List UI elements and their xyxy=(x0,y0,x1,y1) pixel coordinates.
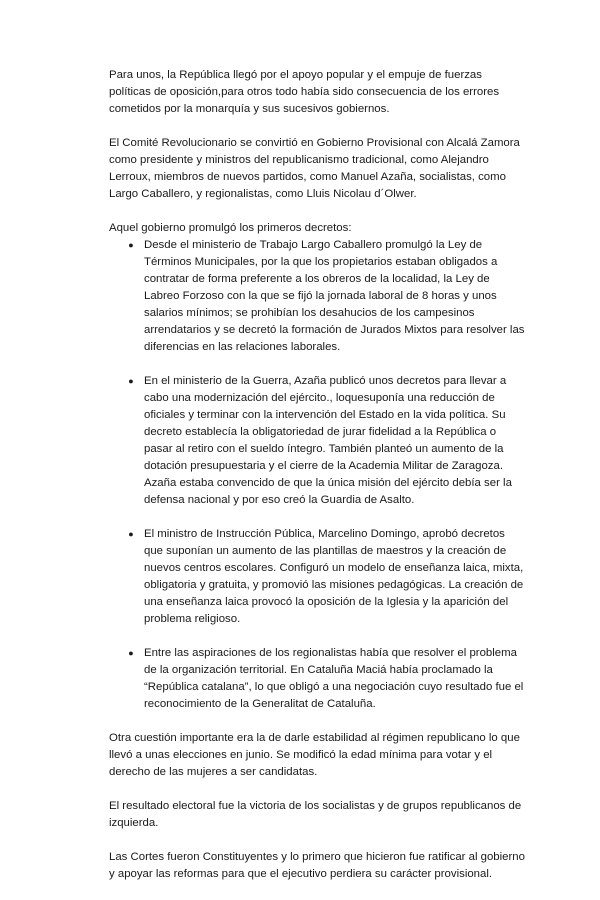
list-item-guerra xyxy=(128,373,525,509)
list-item-instruccion xyxy=(128,526,525,628)
bullet-icon: ● xyxy=(128,648,134,658)
bullet-icon: ● xyxy=(128,376,134,386)
list-item-text: En el ministerio de la Guerra, Azaña publicó unos decretos para llevar a cabo una modernización del ejército., loquesuponía una reducción de oficiales y terminar con la intervención del Estado en la vida política. Su decreto establecía la obligatoriedad de jurar fidelidad a la República o pasar al retiro con el sueldo íntegro. También planteó un aumento de la dotación presupuestaria y el cierre de la Academia Militar de Zaragoza. Azaña estaba convencido de que la única misión del ejército debía ser la defensa nacional y por eso creó la Guardia de Asalto. xyxy=(144,375,512,506)
list-item-regionalistas xyxy=(128,645,525,713)
list-item-text: Entre las aspiraciones de los regionalistas había que resolver el problema de la organización territorial. En Cataluña Maciá había proclamado la “República catalana”, lo que obligó a una negociación cuyo resultado fue el reconocimiento de la Generalitat de Cataluña. xyxy=(144,647,524,710)
paragraph-intro: Para unos, la República llegó por el apoyo popular y el empuje de fuerzas políticas de oposición,para otros todo había sido consecuencia de los errores cometidos por la monarquía y sus sucesivos gobiernos. xyxy=(109,69,500,115)
bullet-icon: ● xyxy=(128,240,134,250)
paragraph-provisional-government: El Comité Revolucionario se convirtió en Gobierno Provisional con Alcalá Zamora como presidente y ministros del republicanismo tradicional, como Alejandro Lerroux, miembros de nuevos partidos, como Manuel Azaña, socialistas, como Largo Caballero, y regionalistas, como Lluis Nicolau d´Olwer. xyxy=(109,137,520,200)
paragraph-elections: Otra cuestión importante era la de darle estabilidad al régimen republicano lo que llevó a unas elecciones en junio. Se modificó la edad mínima para votar y el derecho de las mujeres a ser candidatas. xyxy=(109,732,520,778)
list-item-text: El ministro de Instrucción Pública, Marcelino Domingo, aprobó decretos que suponían un aumento de las plantillas de maestros y la creación de nuevos centros escolares. Configuró un modelo de enseñanza laica, mixta, obligatoria y gratuita, y promovió las misiones pedagógicas. La creación de una enseñanza laica provocó la oposición de la Iglesia y la aparición del problema religioso. xyxy=(144,528,524,625)
paragraph-cortes: Las Cortes fueron Constituyentes y lo primero que hicieron fue ratificar al gobierno y apoyar las reformas para que el ejecutivo perdiera su carácter provisional. xyxy=(109,851,525,880)
document-body xyxy=(109,67,525,900)
bullet-icon: ● xyxy=(128,529,134,539)
list-item-trabajo xyxy=(128,237,525,356)
list-item-text: Desde el ministerio de Trabajo Largo Caballero promulgó la Ley de Términos Municipales, por la que los propietarios estaban obligados a contratar de forma preferente a los obreros de la localidad, la Ley de Labreo Forzoso con la que se fijó la jornada laboral de 8 horas y unos salarios mínimos; se prohibían los desahucios de los campesinos arrendatarios y se decretó la formación de Jurados Mixtos para resolver las diferencias en las relaciones laborales. xyxy=(144,239,525,353)
paragraph-electoral-result: El resultado electoral fue la victoria de los socialistas y de grupos republicanos de izquierda. xyxy=(109,800,522,829)
paragraph-decrees-intro: Aquel gobierno promulgó los primeros decretos: xyxy=(109,222,352,234)
decrees-list xyxy=(109,237,525,713)
